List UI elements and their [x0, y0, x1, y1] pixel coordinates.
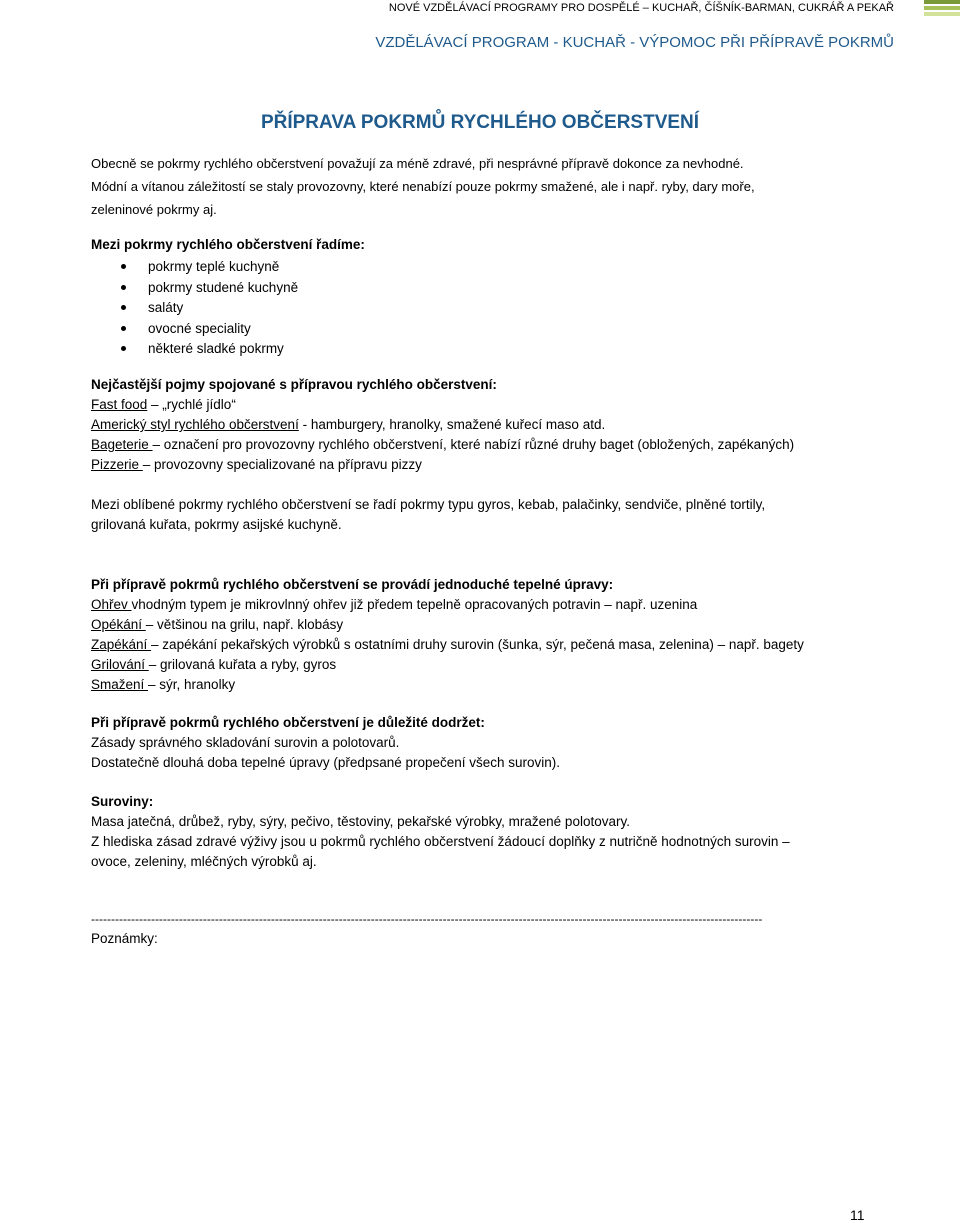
- header-top-line: NOVÉ VZDĚLÁVACÍ PROGRAMY PRO DOSPĚLÉ – KUCHAŘ, ČÍŠNÍK-BARMAN, CUKRÁŘ A PEKAŘ: [388, 2, 894, 14]
- popular-line: grilovaná kuřata, pokrmy asijské kuchyně.: [91, 517, 342, 532]
- term-name: Fast food: [91, 397, 148, 412]
- ingredients-section: [91, 792, 881, 872]
- heat-term: Ohřev: [91, 597, 132, 612]
- notes-label: Poznámky:: [91, 931, 158, 946]
- term-name: Bageterie: [91, 437, 153, 452]
- list-item-label: saláty: [148, 300, 184, 315]
- header-program-line: VZDĚLÁVACÍ PROGRAM - KUCHAŘ - VÝPOMOC PŘI PŘÍPRAVĚ POKRMŮ: [375, 34, 894, 51]
- list-item: [91, 339, 881, 360]
- intro-line: Módní a vítanou záležitostí se staly provozovny, které nenabízí pouze pokrmy smažené, ale i např. ryby, dary moře,: [91, 179, 755, 194]
- categories-heading: Mezi pokrmy rychlého občerstvení řadíme:: [91, 237, 365, 252]
- intro-line: Obecně se pokrmy rychlého občerstvení považují za méně zdravé, při nesprávné přípravě dokonce za nevhodné.: [91, 156, 744, 171]
- heat-term: Zapékání: [91, 637, 152, 652]
- bullet-icon: [121, 285, 126, 290]
- categories-list: [91, 257, 881, 360]
- term-name: Americký styl rychlého občerstvení: [91, 417, 299, 432]
- heat-row: [91, 675, 881, 695]
- important-section: [91, 713, 881, 773]
- term-row: [91, 415, 881, 435]
- popular-line: Mezi oblíbené pokrmy rychlého občerstvení se řadí pokrmy typu gyros, kebab, palačinky, sendviče, plněné tortily,: [91, 497, 766, 512]
- list-item-label: pokrmy studené kuchyně: [148, 279, 299, 295]
- bullet-icon: [121, 346, 126, 351]
- ingredients-line: Masa jatečná, drůbež, ryby, sýry, pečivo, těstoviny, pekařské výrobky, mražené polotovary.: [91, 814, 630, 829]
- list-item: [91, 257, 881, 278]
- heat-definition: – většinou na grilu, např. klobásy: [145, 617, 344, 632]
- notes-section: [91, 909, 853, 949]
- header-decoration: [924, 0, 960, 16]
- heat-row: [91, 615, 881, 635]
- term-row: [91, 435, 881, 455]
- list-item-label: ovocné speciality: [148, 320, 251, 336]
- heat-row: [91, 595, 881, 615]
- heat-definition: – sýr, hranolky: [148, 677, 236, 692]
- popular-paragraph: [91, 495, 881, 535]
- heat-section: [91, 575, 881, 695]
- important-line: Dostatečně dlouhá doba tepelné úpravy (předpsané propečení všech surovin).: [91, 755, 561, 770]
- list-item-label: pokrmy teplé kuchyně: [148, 259, 280, 274]
- term-definition: – „rychlé jídlo“: [147, 397, 236, 412]
- ingredients-line: Z hlediska zásad zdravé výživy jsou u pokrmů rychlého občerstvení žádoucí doplňky z nutričně hodnotných surovin –: [91, 834, 790, 849]
- term-definition: – označení pro provozovny rychlého občerstvení, které nabízí různé druhy baget (obložených, zapékaných): [152, 437, 795, 452]
- notes-divider: ------------------------------------------------------------------------------------------------------------------------------------------------------------------------: [91, 912, 763, 926]
- bullet-icon: [121, 305, 126, 310]
- term-definition: - hamburgery, hranolky, smažené kuřecí maso atd.: [298, 417, 606, 432]
- term-row: [91, 455, 881, 475]
- list-item: [91, 319, 881, 340]
- list-item: [91, 278, 881, 299]
- term-name: Pizzerie: [91, 457, 143, 472]
- heat-heading: Při přípravě pokrmů rychlého občerstvení se provádí jednoduché tepelné úpravy:: [91, 577, 614, 592]
- categories-section: [91, 235, 881, 360]
- page-title: PŘÍPRAVA POKRMŮ RYCHLÉHO OBČERSTVENÍ: [260, 112, 700, 133]
- heat-term: Smažení: [91, 677, 149, 692]
- intro-paragraph: [91, 154, 881, 220]
- heat-definition: – zapékání pekařských výrobků s ostatními druhy surovin (šunka, sýr, pečená masa, zelenina) – např. bagety: [151, 637, 804, 652]
- heat-row: [91, 635, 881, 655]
- heat-definition: – grilovaná kuřata a ryby, gyros: [148, 657, 337, 672]
- term-row: [91, 395, 881, 415]
- page-number: 11: [850, 1207, 865, 1223]
- important-heading: Při přípravě pokrmů rychlého občerstvení je důležité dodržet:: [91, 715, 485, 730]
- heat-row: [91, 655, 881, 675]
- list-item: [91, 298, 881, 319]
- terms-heading: Nejčastější pojmy spojované s přípravou rychlého občerstvení:: [91, 377, 497, 392]
- terms-section: [91, 375, 881, 475]
- ingredients-heading: Suroviny:: [91, 794, 154, 809]
- heat-definition: vhodným typem je mikrovlnný ohřev již předem tepelně opracovaných potravin – např. uzenina: [131, 597, 698, 612]
- bullet-icon: [121, 326, 126, 331]
- heat-term: Opékání: [91, 617, 146, 632]
- bullet-icon: [121, 264, 126, 269]
- intro-line: zeleninové pokrmy aj.: [91, 202, 217, 217]
- heat-term: Grilování: [91, 657, 149, 672]
- term-definition: – provozovny specializované na přípravu pizzy: [142, 457, 422, 472]
- important-line: Zásady správného skladování surovin a polotovarů.: [91, 735, 400, 750]
- list-item-label: některé sladké pokrmy: [148, 341, 284, 356]
- ingredients-line: ovoce, zeleniny, mléčných výrobků aj.: [91, 854, 317, 869]
